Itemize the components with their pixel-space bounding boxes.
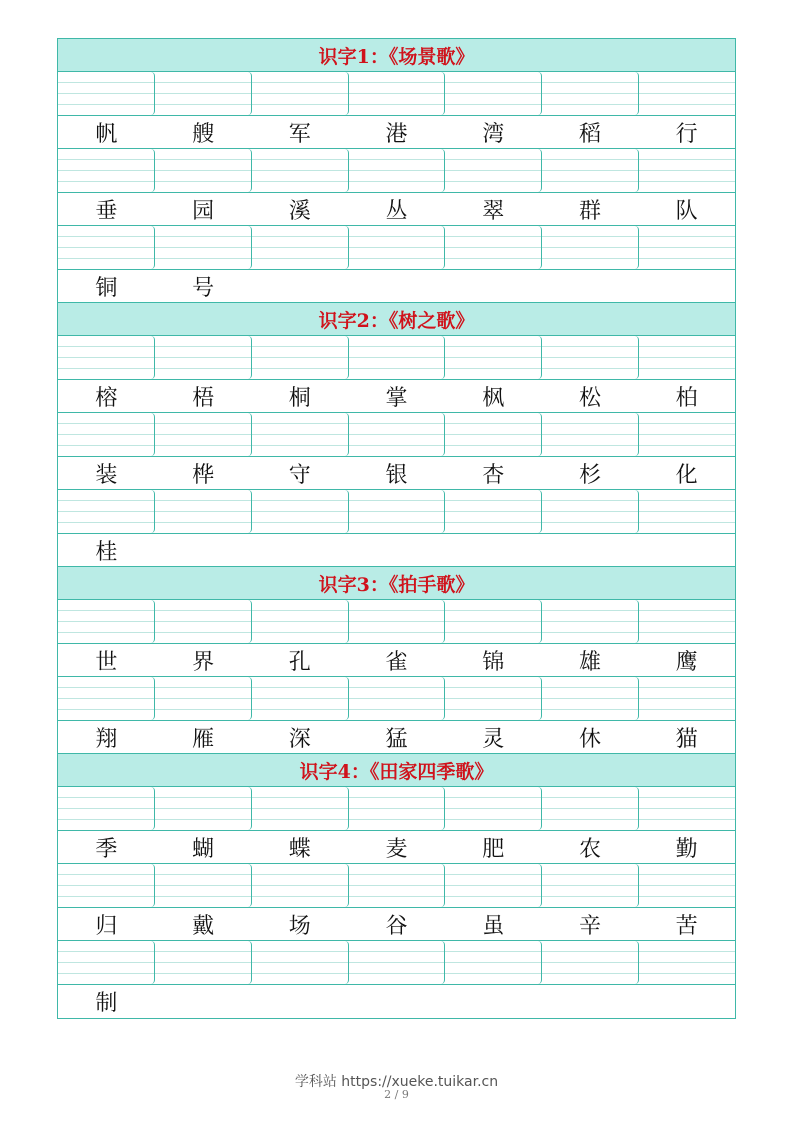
pinyin-box	[349, 226, 446, 269]
character-cell: 雀	[385, 649, 408, 675]
pinyin-box	[542, 787, 639, 830]
pinyin-box	[445, 336, 542, 379]
pinyin-box	[542, 149, 639, 192]
pinyin-box	[58, 226, 155, 269]
pinyin-box	[252, 941, 349, 984]
character-cell	[251, 985, 348, 1018]
character-cell: 柏	[675, 385, 698, 411]
character-cell: 行	[675, 121, 698, 147]
lesson-section	[58, 754, 735, 1018]
page-number: 2 / 9	[384, 1088, 409, 1101]
pinyin-box	[349, 72, 446, 115]
pinyin-box	[445, 149, 542, 192]
pinyin-box	[445, 226, 542, 269]
character-cell: 麦	[385, 836, 408, 862]
character-cell: 雁	[192, 726, 215, 752]
character-cell: 桦	[192, 462, 215, 488]
pinyin-box	[155, 941, 252, 984]
pinyin-box	[542, 490, 639, 533]
pinyin-box	[349, 600, 446, 643]
pinyin-box	[58, 600, 155, 643]
character-cell	[542, 985, 639, 1018]
pinyin-writing-row	[58, 413, 735, 457]
character-row	[58, 644, 735, 677]
pinyin-box	[58, 864, 155, 907]
pinyin-writing-row	[58, 226, 735, 270]
character-cell	[445, 270, 542, 302]
character-cell: 猛	[385, 726, 408, 752]
pinyin-box	[155, 72, 252, 115]
pinyin-box	[639, 864, 735, 907]
character-cell	[348, 534, 445, 566]
lesson-section	[58, 303, 735, 567]
pinyin-box	[58, 490, 155, 533]
character-cell: 蝴	[192, 836, 215, 862]
character-row	[58, 116, 735, 149]
pinyin-box	[349, 336, 446, 379]
character-cell: 深	[288, 726, 311, 752]
section-title: 识字3：《拍手歌》	[58, 567, 735, 600]
pinyin-box	[349, 941, 446, 984]
character-cell: 季	[95, 836, 118, 862]
pinyin-box	[252, 72, 349, 115]
pinyin-box	[252, 787, 349, 830]
pinyin-box	[349, 864, 446, 907]
pinyin-box	[252, 600, 349, 643]
lesson-section	[58, 39, 735, 303]
pinyin-box	[445, 787, 542, 830]
character-cell: 孔	[288, 649, 311, 675]
pinyin-box	[445, 413, 542, 456]
pinyin-box	[445, 490, 542, 533]
character-cell: 队	[675, 198, 698, 224]
character-cell: 界	[192, 649, 215, 675]
character-cell: 溪	[288, 198, 311, 224]
pinyin-box	[155, 787, 252, 830]
character-cell: 休	[578, 726, 601, 752]
character-row	[58, 831, 735, 864]
character-cell: 守	[288, 462, 311, 488]
character-cell: 虽	[482, 913, 505, 939]
character-row	[58, 908, 735, 941]
character-cell: 勤	[675, 836, 698, 862]
pinyin-box	[155, 677, 252, 720]
pinyin-box	[155, 490, 252, 533]
pinyin-box	[155, 864, 252, 907]
character-cell: 号	[192, 275, 215, 301]
character-row	[58, 721, 735, 754]
character-cell: 稻	[578, 121, 601, 147]
pinyin-box	[639, 600, 735, 643]
character-cell: 蝶	[288, 836, 311, 862]
character-cell: 松	[578, 385, 601, 411]
pinyin-box	[252, 149, 349, 192]
character-cell: 谷	[385, 913, 408, 939]
pinyin-box	[542, 72, 639, 115]
pinyin-box	[542, 336, 639, 379]
pinyin-writing-row	[58, 941, 735, 985]
character-cell: 辛	[578, 913, 601, 939]
pinyin-box	[639, 677, 735, 720]
pinyin-box	[252, 677, 349, 720]
pinyin-box	[252, 226, 349, 269]
character-cell: 农	[578, 836, 601, 862]
pinyin-box	[349, 413, 446, 456]
character-cell: 桐	[288, 385, 311, 411]
character-cell: 世	[95, 649, 118, 675]
character-cell: 雄	[578, 649, 601, 675]
character-row	[58, 457, 735, 490]
character-cell: 群	[578, 198, 601, 224]
character-cell	[155, 985, 252, 1018]
character-cell: 帆	[95, 121, 118, 147]
character-cell: 装	[95, 462, 118, 488]
character-cell: 化	[675, 462, 698, 488]
section-title: 识字2：《树之歌》	[58, 303, 735, 336]
pinyin-box	[349, 149, 446, 192]
pinyin-box	[542, 864, 639, 907]
pinyin-box	[542, 413, 639, 456]
character-cell	[638, 534, 735, 566]
pinyin-box	[639, 941, 735, 984]
character-cell	[348, 985, 445, 1018]
character-cell: 灵	[482, 726, 505, 752]
character-cell	[638, 985, 735, 1018]
pinyin-box	[542, 941, 639, 984]
pinyin-box	[639, 787, 735, 830]
pinyin-box	[542, 600, 639, 643]
pinyin-box	[155, 149, 252, 192]
character-cell	[542, 270, 639, 302]
character-cell: 银	[385, 462, 408, 488]
character-cell: 军	[288, 121, 311, 147]
character-cell: 肥	[482, 836, 505, 862]
character-cell	[348, 270, 445, 302]
pinyin-box	[252, 490, 349, 533]
character-cell: 制	[95, 991, 118, 1016]
pinyin-box	[155, 226, 252, 269]
pinyin-writing-row	[58, 149, 735, 193]
pinyin-box	[58, 941, 155, 984]
character-cell: 场	[288, 913, 311, 939]
character-cell	[542, 534, 639, 566]
character-cell: 杉	[578, 462, 601, 488]
character-cell: 锦	[482, 649, 505, 675]
pinyin-writing-row	[58, 677, 735, 721]
pinyin-writing-row	[58, 336, 735, 380]
pinyin-box	[639, 490, 735, 533]
character-cell: 枫	[482, 385, 505, 411]
pinyin-box	[252, 864, 349, 907]
character-row	[58, 534, 735, 567]
character-row	[58, 270, 735, 303]
footer-site: 学科站 https://xueke.tuikar.cn	[294, 1074, 499, 1090]
pinyin-writing-row	[58, 864, 735, 908]
character-cell: 园	[192, 198, 215, 224]
character-row	[58, 985, 735, 1018]
character-cell: 垂	[95, 198, 118, 224]
pinyin-box	[445, 72, 542, 115]
section-title: 识字4：《田家四季歌》	[58, 754, 735, 787]
pinyin-box	[58, 413, 155, 456]
character-row	[58, 380, 735, 413]
pinyin-box	[445, 600, 542, 643]
pinyin-box	[58, 149, 155, 192]
pinyin-box	[349, 787, 446, 830]
pinyin-box	[639, 72, 735, 115]
pinyin-box	[639, 149, 735, 192]
character-cell	[251, 270, 348, 302]
pinyin-writing-row	[58, 490, 735, 534]
pinyin-box	[58, 677, 155, 720]
pinyin-box	[252, 413, 349, 456]
character-cell	[155, 534, 252, 566]
pinyin-box	[349, 677, 446, 720]
character-cell	[445, 534, 542, 566]
pinyin-box	[155, 336, 252, 379]
character-row	[58, 193, 735, 226]
pinyin-box	[542, 677, 639, 720]
character-cell	[445, 985, 542, 1018]
pinyin-box	[155, 413, 252, 456]
character-cell	[638, 270, 735, 302]
character-cell: 掌	[385, 385, 408, 411]
character-cell: 湾	[482, 121, 505, 147]
lesson-section	[58, 567, 735, 754]
pinyin-box	[252, 336, 349, 379]
character-cell: 翠	[482, 198, 505, 224]
pinyin-box	[542, 226, 639, 269]
pinyin-box	[349, 490, 446, 533]
pinyin-box	[639, 336, 735, 379]
character-cell: 翔	[95, 726, 118, 752]
character-cell: 归	[95, 913, 118, 939]
character-cell: 梧	[192, 385, 215, 411]
character-cell: 桂	[95, 539, 118, 565]
pinyin-box	[155, 600, 252, 643]
character-cell: 铜	[95, 275, 118, 301]
pinyin-box	[58, 787, 155, 830]
worksheet-grid	[57, 38, 736, 1019]
pinyin-box	[445, 864, 542, 907]
pinyin-box	[445, 677, 542, 720]
pinyin-writing-row	[58, 787, 735, 831]
character-cell: 港	[385, 121, 408, 147]
character-cell: 杏	[482, 462, 505, 488]
pinyin-box	[639, 226, 735, 269]
character-cell: 苦	[675, 913, 698, 939]
section-title: 识字1：《场景歌》	[58, 39, 735, 72]
character-cell: 戴	[192, 913, 215, 939]
character-cell	[251, 534, 348, 566]
pinyin-writing-row	[58, 72, 735, 116]
character-cell: 鹰	[675, 649, 698, 675]
pinyin-box	[445, 941, 542, 984]
pinyin-box	[58, 72, 155, 115]
character-cell: 猫	[675, 726, 698, 752]
character-cell: 榕	[95, 385, 118, 411]
character-cell: 丛	[385, 198, 408, 224]
pinyin-box	[58, 336, 155, 379]
pinyin-writing-row	[58, 600, 735, 644]
character-cell: 艘	[192, 121, 215, 147]
pinyin-box	[639, 413, 735, 456]
